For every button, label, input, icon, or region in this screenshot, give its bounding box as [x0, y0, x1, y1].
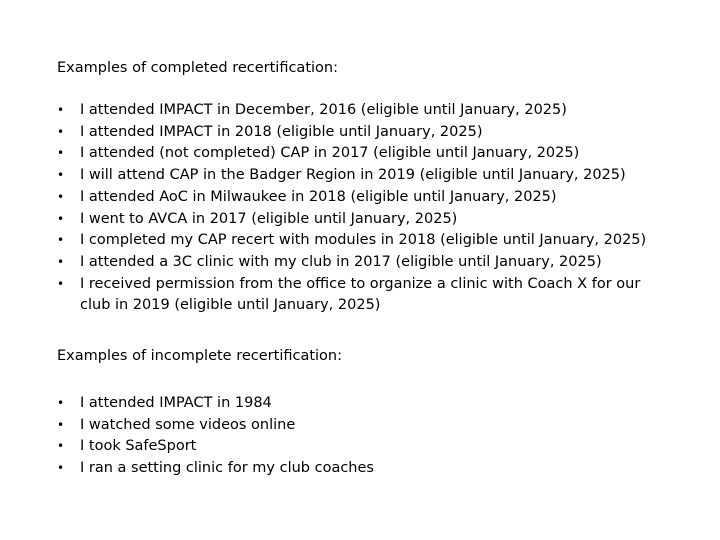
bullet-icon: •	[57, 417, 65, 432]
list-item-text: I watched some videos online	[80, 416, 296, 433]
bullet-icon: •	[57, 146, 65, 161]
list-item	[57, 415, 670, 437]
list-item	[57, 100, 670, 122]
bullet-icon: •	[57, 233, 65, 248]
list-item	[57, 252, 670, 274]
list-item	[57, 230, 670, 252]
bullet-icon: •	[57, 103, 65, 117]
list-item-text: I attended AoC in Milwaukee in 2018 (eligible until January, 2025)	[80, 188, 557, 205]
bullet-icon: •	[57, 168, 65, 183]
list-item	[57, 458, 670, 480]
completed-recertification-heading: Examples of completed recertification:	[57, 60, 338, 76]
completed-examples-list	[57, 100, 670, 317]
bullet-icon: •	[57, 396, 65, 410]
list-item	[57, 143, 670, 165]
list-item-text: I took SafeSport	[80, 438, 197, 455]
list-item	[57, 165, 670, 187]
bullet-icon: •	[57, 124, 65, 139]
list-item-text: I received permission from the office to organize a clinic with Coach X for our club in 2019 (eligible until January, 2025)	[80, 275, 641, 314]
list-item-text: I attended IMPACT in 2018 (eligible until January, 2025)	[80, 123, 483, 140]
bullet-icon: •	[57, 189, 65, 204]
list-item-text: I went to AVCA in 2017 (eligible until January, 2025)	[80, 210, 458, 227]
list-item	[57, 274, 670, 317]
list-item-text: I attended IMPACT in 1984	[80, 395, 272, 411]
list-item-text: I attended (not completed) CAP in 2017 (eligible until January, 2025)	[80, 145, 580, 162]
list-item-text: I completed my CAP recert with modules in 2018 (eligible until January, 2025)	[80, 232, 647, 249]
list-item-text: I will attend CAP in the Badger Region in 2019 (eligible until January, 2025)	[80, 167, 626, 184]
list-item	[57, 209, 670, 231]
bullet-icon: •	[57, 254, 65, 269]
incomplete-recertification-heading: Examples of incomplete recertification:	[57, 348, 342, 364]
list-item	[57, 393, 670, 415]
incomplete-examples-list	[57, 393, 670, 480]
list-item	[57, 187, 670, 209]
list-item-text: I attended IMPACT in December, 2016 (eligible until January, 2025)	[80, 102, 567, 118]
list-item-text: I attended a 3C clinic with my club in 2017 (eligible until January, 2025)	[80, 253, 602, 270]
bullet-icon: •	[57, 211, 65, 226]
list-item	[57, 122, 670, 144]
bullet-icon: •	[57, 276, 65, 291]
bullet-icon: •	[57, 439, 65, 454]
bullet-icon: •	[57, 461, 65, 476]
list-item-text: I ran a setting clinic for my club coaches	[80, 460, 374, 477]
list-item	[57, 436, 670, 458]
